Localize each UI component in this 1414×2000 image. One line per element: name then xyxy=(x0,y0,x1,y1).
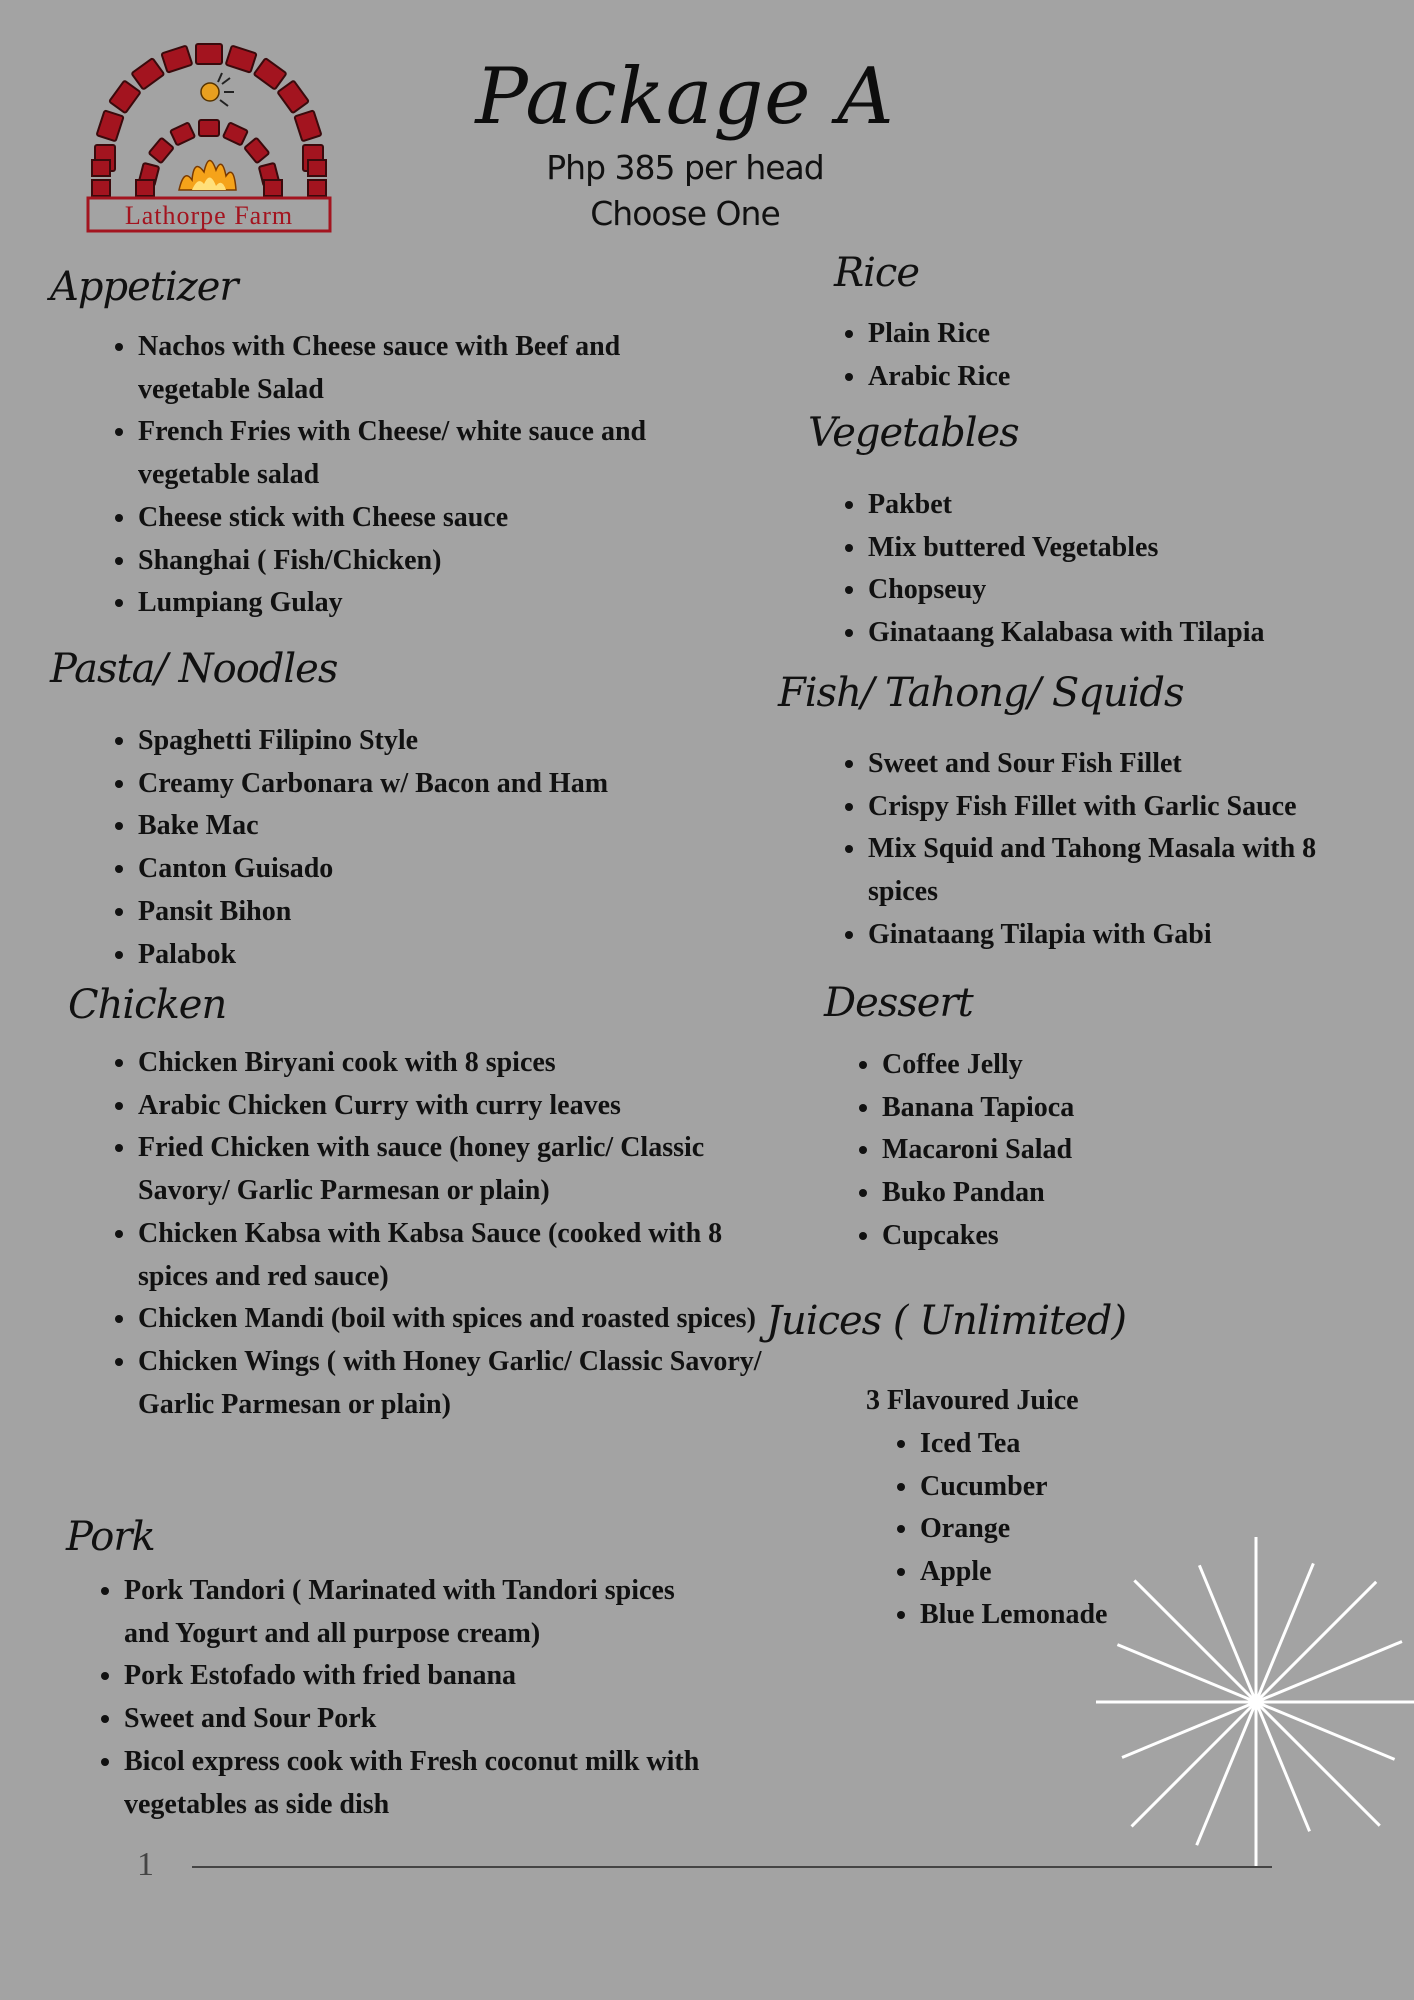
menu-item: • Buko Pandan xyxy=(882,1172,1382,1215)
menu-item: • Chicken Kabsa with Kabsa Sauce (cooked with 8 spices and red sauce) xyxy=(138,1213,778,1298)
appetizer-list xyxy=(110,326,738,625)
menu-item: • Sweet and Sour Pork xyxy=(124,1698,724,1741)
starburst-ray xyxy=(1256,1702,1380,1826)
menu-item: • Creamy Carbonara w/ Bacon and Ham xyxy=(138,763,738,806)
vegetables-heading: Vegetables xyxy=(808,410,1019,456)
starburst-decoration xyxy=(1088,1532,1414,1868)
chicken-heading: Chicken xyxy=(68,982,227,1028)
menu-item: • Mix buttered Vegetables xyxy=(868,527,1408,570)
menu-item: • Macaroni Salad xyxy=(882,1129,1382,1172)
menu-item: • Pansit Bihon xyxy=(138,891,738,934)
rice-list xyxy=(840,313,1388,398)
juices-intro: 3 Flavoured Juice xyxy=(866,1385,1079,1416)
menu-item: • Pork Estofado with fried banana xyxy=(124,1655,724,1698)
menu-item: • Cupcakes xyxy=(882,1215,1382,1258)
menu-item: • Cheese stick with Cheese sauce xyxy=(138,497,738,540)
menu-item: • Chicken Mandi (boil with spices and roasted spices) xyxy=(138,1298,778,1341)
package-title: Package A xyxy=(475,52,895,142)
menu-item: • Chicken Wings ( with Honey Garlic/ Classic Savory/ Garlic Parmesan or plain) xyxy=(138,1341,778,1426)
menu-item: • Cucumber xyxy=(920,1466,1380,1509)
appetizer-heading: Appetizer xyxy=(50,264,238,310)
page-number: 1 xyxy=(137,1846,154,1883)
fish-tahong-squids-heading: Fish/ Tahong/ Squids xyxy=(778,670,1184,716)
menu-item: • Spaghetti Filipino Style xyxy=(138,720,738,763)
menu-item: • Shanghai ( Fish/Chicken) xyxy=(138,540,738,583)
rice-heading: Rice xyxy=(834,250,919,296)
menu-item: • Orange xyxy=(920,1508,1380,1551)
starburst-ray xyxy=(1256,1582,1376,1702)
vegetables-list xyxy=(840,484,1408,655)
menu-item: • Nachos with Cheese sauce with Beef and vegetable Salad xyxy=(138,326,738,411)
menu-item: • Lumpiang Gulay xyxy=(138,582,738,625)
footer-divider xyxy=(192,1866,1272,1868)
fish-tahong-squids-list xyxy=(840,743,1388,957)
menu-item: • Banana Tapioca xyxy=(882,1087,1382,1130)
chicken-list xyxy=(110,1042,778,1426)
pasta-noodles-heading: Pasta/ Noodles xyxy=(50,646,338,692)
menu-item: • Sweet and Sour Fish Fillet xyxy=(868,743,1388,786)
menu-item: • Pork Tandori ( Marinated with Tandori spices and Yogurt and all purpose cream) xyxy=(124,1570,724,1655)
pasta-noodles-list xyxy=(110,720,738,976)
menu-item: • Blue Lemonade xyxy=(920,1594,1380,1637)
menu-item: • Palabok xyxy=(138,934,738,977)
menu-item: • Coffee Jelly xyxy=(882,1044,1382,1087)
menu-item: • Plain Rice xyxy=(868,313,1388,356)
menu-item: • Canton Guisado xyxy=(138,848,738,891)
menu-item: • Ginataang Kalabasa with Tilapia xyxy=(868,612,1408,655)
menu-item: • Pakbet xyxy=(868,484,1408,527)
dessert-list xyxy=(854,1044,1382,1258)
menu-item: • Chicken Biryani cook with 8 spices xyxy=(138,1042,778,1085)
starburst-ray xyxy=(1132,1702,1256,1826)
pork-list xyxy=(96,1570,724,1826)
menu-item: • Bake Mac xyxy=(138,805,738,848)
menu-item: • Ginataang Tilapia with Gabi xyxy=(868,914,1388,957)
pork-heading: Pork xyxy=(66,1514,155,1560)
dessert-heading: Dessert xyxy=(824,980,973,1026)
menu-item: • Chopseuy xyxy=(868,569,1408,612)
menu-item: • Crispy Fish Fillet with Garlic Sauce xyxy=(868,786,1388,829)
price-per-head: Php 385 per head xyxy=(546,148,824,187)
choose-one-subtitle: Choose One xyxy=(590,194,780,233)
menu-item: • Iced Tea xyxy=(920,1423,1380,1466)
menu-item: • Apple xyxy=(920,1551,1380,1594)
menu-item: • Arabic Rice xyxy=(868,356,1388,399)
menu-item: • French Fries with Cheese/ white sauce and vegetable salad xyxy=(138,411,738,496)
starburst-ray xyxy=(1134,1580,1256,1702)
menu-item: • Mix Squid and Tahong Masala with 8 spices xyxy=(868,828,1388,913)
menu-item: • Bicol express cook with Fresh coconut milk with vegetables as side dish xyxy=(124,1741,724,1826)
menu-item: • Fried Chicken with sauce (honey garlic/ Classic Savory/ Garlic Parmesan or plain) xyxy=(138,1127,778,1212)
svg-text:Lathorpe Farm: Lathorpe Farm xyxy=(124,201,294,230)
juices-heading: Juices ( Unlimited) xyxy=(766,1298,1126,1344)
menu-item: • Arabic Chicken Curry with curry leaves xyxy=(138,1085,778,1128)
